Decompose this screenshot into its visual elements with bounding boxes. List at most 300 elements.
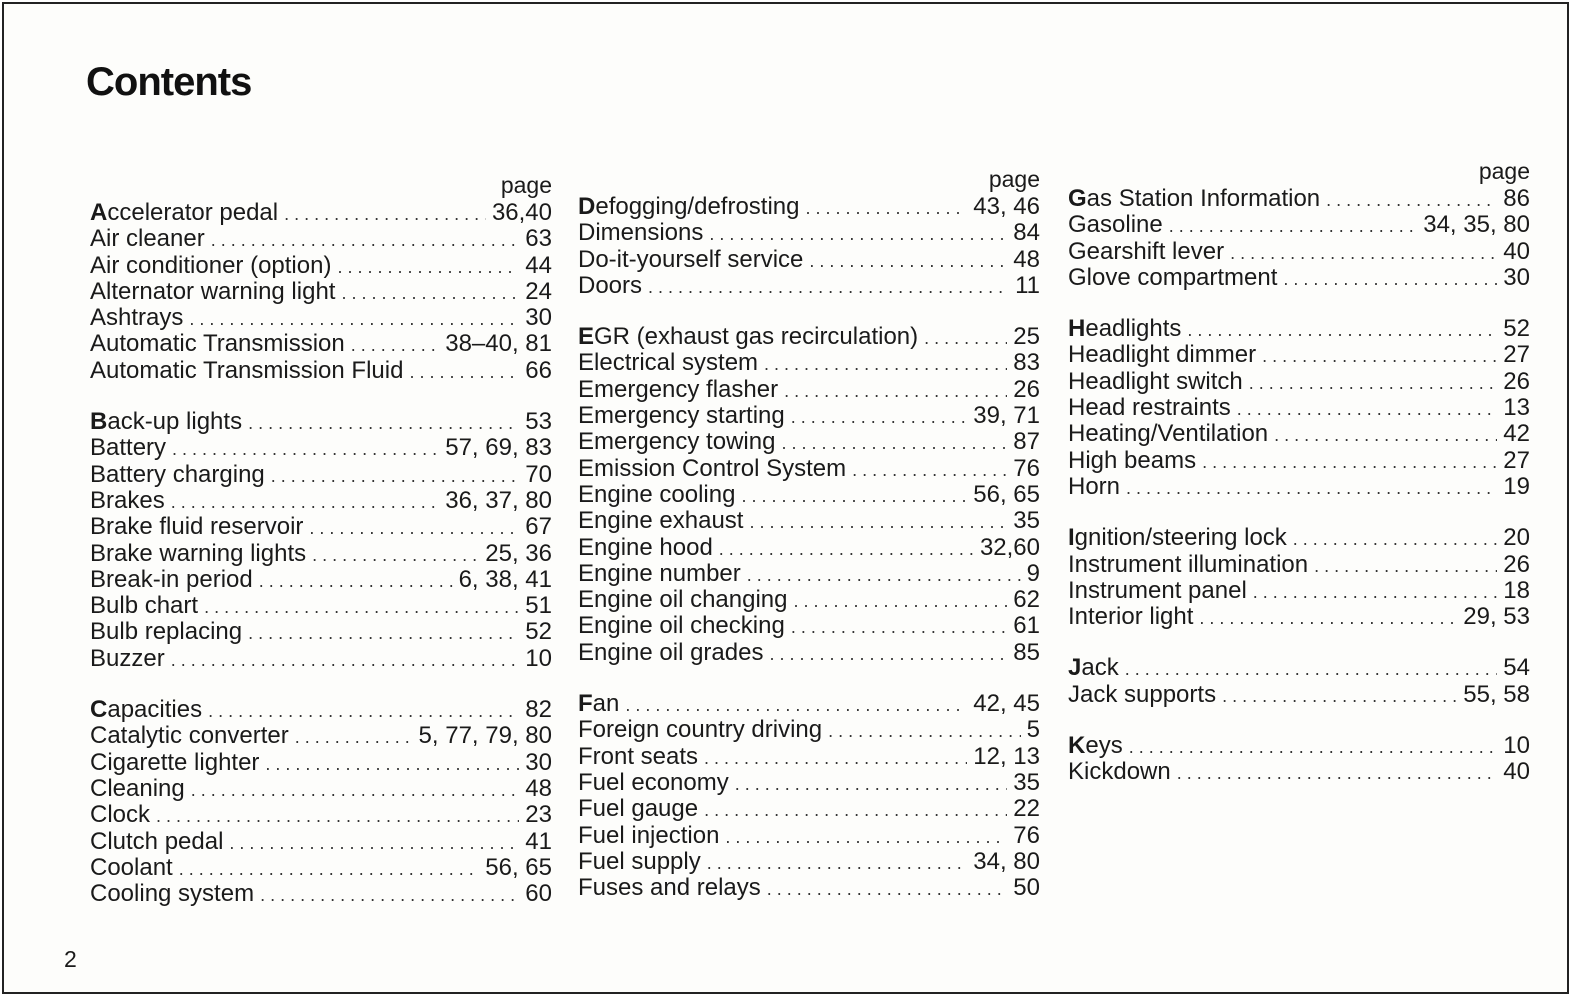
dot-leader: [1125, 656, 1498, 682]
dot-leader: [1237, 396, 1498, 422]
index-entry: [578, 403, 1040, 429]
entry-text: Cooling system: [90, 880, 255, 908]
index-entry: [1068, 552, 1530, 578]
index-group: [90, 200, 552, 384]
entry-text: Fuel economy: [578, 768, 729, 796]
dot-leader: [749, 509, 1007, 535]
entry-text: Air cleaner: [90, 225, 205, 253]
index-group: [1068, 186, 1530, 291]
index-group: [1068, 525, 1530, 630]
entry-text: High beams: [1068, 446, 1197, 474]
entry-text: Fuel supply: [578, 847, 701, 875]
entry-label: [1068, 578, 1247, 604]
index-entry: [1068, 578, 1530, 604]
entry-text: gnition/steering lock: [1074, 524, 1287, 552]
dot-leader: [769, 641, 1007, 667]
entry-label: [578, 350, 758, 376]
dot-leader: [725, 824, 1007, 850]
index-group: [1068, 655, 1530, 708]
index-entry: [578, 535, 1040, 561]
entry-label: [90, 279, 335, 305]
index-group: [578, 691, 1040, 901]
entry-page-numbers: 84: [1013, 219, 1040, 247]
group-spacer: [1068, 291, 1530, 316]
index-entry: [1068, 395, 1530, 421]
entry-text: Alternator warning light: [90, 277, 336, 305]
dot-leader: [409, 359, 519, 385]
entry-text: Coolant: [90, 853, 173, 881]
index-entry: [90, 514, 552, 540]
dot-leader: [924, 325, 1007, 351]
index-entry: [578, 456, 1040, 482]
dot-leader: [259, 568, 453, 594]
entry-page-numbers: 86: [1503, 185, 1530, 212]
entry-label: [578, 247, 803, 273]
entry-page-numbers: 41: [525, 827, 552, 855]
entry-text: Engine oil grades: [578, 638, 764, 666]
entry-label: [1068, 316, 1181, 342]
page-column-header: page: [1478, 158, 1530, 184]
dot-leader: [648, 274, 1009, 300]
entry-text: Instrument illumination: [1068, 550, 1309, 578]
entry-initial-letter: H: [1068, 315, 1086, 343]
entry-label: [578, 561, 741, 587]
entry-text: Ashtrays: [90, 304, 184, 332]
dot-leader: [1253, 579, 1498, 605]
dot-leader: [794, 588, 1008, 614]
group-spacer: [90, 384, 552, 409]
entry-text: eys: [1085, 732, 1123, 760]
entry-text: Fuel injection: [578, 821, 720, 849]
dot-leader: [1249, 370, 1498, 396]
entry-text: Engine oil checking: [578, 612, 785, 640]
entry-page-numbers: 29, 53: [1463, 603, 1530, 631]
entry-text: ack: [1081, 654, 1119, 682]
dot-leader: [208, 698, 519, 724]
index-entry: [90, 646, 552, 672]
index-entry: [1068, 604, 1530, 630]
entry-text: Engine oil changing: [578, 586, 788, 614]
dot-leader: [337, 254, 519, 280]
dot-leader: [156, 803, 519, 829]
entry-text: Engine exhaust: [578, 507, 744, 535]
index-entry: [1068, 212, 1530, 238]
entry-page-numbers: 27: [1503, 446, 1530, 474]
index-entry: [578, 377, 1040, 403]
manual-page: [2, 2, 1569, 994]
dot-leader: [707, 850, 968, 876]
entry-label: [1068, 265, 1277, 291]
entry-label: [90, 358, 403, 384]
entry-page-numbers: 11: [1015, 271, 1040, 299]
dot-leader: [809, 248, 1007, 274]
entry-page-numbers: 6, 38, 41: [458, 565, 552, 593]
entry-label: [90, 253, 331, 279]
entry-label: [1068, 759, 1171, 785]
entry-label: [90, 514, 303, 540]
index-entry: [90, 331, 552, 357]
entry-page-numbers: 42: [1503, 420, 1530, 448]
index-column-1: [90, 170, 552, 907]
entry-page-numbers: 56, 65: [485, 853, 552, 881]
entry-text: Fuel gauge: [578, 795, 699, 823]
entry-text: eadlights: [1085, 315, 1182, 343]
index-group: [578, 194, 1040, 299]
entry-page-numbers: 35: [1013, 507, 1040, 535]
dot-leader: [852, 457, 1007, 483]
entry-label: [1068, 682, 1216, 708]
entry-page-numbers: 12, 13: [973, 742, 1040, 770]
dot-leader: [211, 227, 520, 253]
dot-leader: [764, 351, 1007, 377]
index-entry: [1068, 682, 1530, 708]
entry-page-numbers: 9: [1026, 559, 1040, 587]
entry-page-numbers: 22: [1013, 795, 1040, 823]
index-entry: [578, 691, 1040, 717]
entry-page-numbers: 36, 37, 80: [445, 486, 552, 514]
index-entry: [90, 802, 552, 828]
entry-text: Battery: [90, 434, 167, 462]
entry-label: [90, 750, 259, 776]
entry-page-numbers: 26: [1503, 550, 1530, 578]
index-group: [90, 409, 552, 672]
entry-page-numbers: 56, 65: [973, 480, 1040, 508]
dot-leader: [1262, 343, 1497, 369]
entry-page-numbers: 83: [1013, 349, 1040, 377]
entry-label: [1068, 655, 1119, 681]
entry-text: Cigarette lighter: [90, 748, 260, 776]
index-entry: [90, 619, 552, 645]
index-entry: [90, 305, 552, 331]
entry-text: Engine cooling: [578, 480, 736, 508]
index-group: [1068, 733, 1530, 786]
entry-label: [578, 640, 763, 666]
index-entry: [1068, 316, 1530, 342]
entry-page-numbers: 24: [525, 277, 552, 305]
entry-initial-letter: J: [1068, 654, 1082, 682]
entry-text: Gasoline: [1068, 211, 1163, 239]
index-entry: [90, 697, 552, 723]
index-group: [90, 697, 552, 907]
index-entry: [578, 482, 1040, 508]
index-groups: [90, 200, 552, 907]
entry-page-numbers: 60: [525, 880, 552, 908]
dot-leader: [351, 332, 439, 358]
entry-text: efogging/defrosting: [595, 193, 800, 220]
dot-leader: [260, 882, 519, 908]
entry-page-numbers: 54: [1503, 654, 1530, 682]
entry-text: Do-it-yourself service: [578, 245, 804, 273]
entry-page-numbers: 70: [525, 460, 552, 488]
entry-page-numbers: 25: [1013, 323, 1040, 351]
entry-text: Buzzer: [90, 644, 165, 672]
entry-text: Clock: [90, 801, 151, 829]
entry-label: [1068, 604, 1193, 630]
entry-page-numbers: 43, 46: [973, 193, 1040, 220]
entry-label: [90, 567, 253, 593]
dot-leader: [1326, 187, 1497, 213]
dot-leader: [704, 797, 1007, 823]
entry-text: Emergency towing: [578, 428, 776, 456]
entry-label: [90, 593, 198, 619]
dot-leader: [1314, 553, 1497, 579]
entry-page-numbers: 27: [1503, 341, 1530, 369]
entry-page-numbers: 50: [1013, 874, 1040, 902]
entry-page-numbers: 23: [525, 801, 552, 829]
dot-leader: [791, 614, 1007, 640]
index-entry: [1068, 733, 1530, 759]
entry-page-numbers: 35: [1013, 768, 1040, 796]
entry-label: [90, 723, 289, 749]
entry-label: [1068, 369, 1243, 395]
dot-leader: [709, 221, 1007, 247]
dot-leader: [189, 306, 519, 332]
index-entry: [578, 247, 1040, 273]
entry-label: [1068, 239, 1224, 265]
entry-label: [1068, 525, 1287, 551]
index-entry: [90, 776, 552, 802]
entry-label: [1068, 552, 1308, 578]
entry-page-numbers: 53: [525, 408, 552, 436]
index-groups: [578, 194, 1040, 901]
dot-leader: [735, 771, 1008, 797]
entry-text: apacities: [107, 696, 203, 724]
entry-text: Kickdown: [1068, 758, 1171, 786]
entry-text: Gearshift lever: [1068, 237, 1225, 265]
index-entry: [578, 194, 1040, 220]
dot-leader: [704, 745, 967, 771]
entry-page-numbers: 13: [1503, 394, 1530, 422]
entry-initial-letter: A: [90, 199, 108, 226]
entry-text: Brake fluid reservoir: [90, 513, 304, 541]
entry-page-numbers: 87: [1013, 428, 1040, 456]
entry-text: Emission Control System: [578, 454, 847, 482]
entry-text: Headlight dimmer: [1068, 341, 1257, 369]
entry-page-numbers: 18: [1503, 576, 1530, 604]
entry-label: [90, 409, 242, 435]
dot-leader: [1293, 526, 1498, 552]
entry-label: [1068, 733, 1123, 759]
dot-leader: [1187, 317, 1497, 343]
entry-label: [578, 429, 775, 455]
index-column-3: [1068, 156, 1530, 786]
dot-leader: [229, 830, 519, 856]
dot-leader: [1274, 422, 1497, 448]
dot-leader: [172, 436, 439, 462]
entry-page-numbers: 48: [1013, 245, 1040, 273]
entry-text: Air conditioner (option): [90, 251, 332, 279]
index-entry: [578, 849, 1040, 875]
entry-label: [578, 377, 778, 403]
entry-label: [1068, 342, 1256, 368]
entry-label: [578, 508, 743, 534]
entry-text: Doors: [578, 271, 643, 299]
entry-label: [578, 587, 788, 613]
group-spacer: [578, 666, 1040, 691]
entry-label: [578, 273, 642, 299]
index-entry: [578, 273, 1040, 299]
entry-label: [578, 691, 619, 717]
entry-page-numbers: 66: [525, 356, 552, 384]
dot-leader: [625, 692, 967, 718]
entry-text: Automatic Transmission Fluid: [90, 356, 404, 384]
entry-page-numbers: 39, 71: [973, 402, 1040, 430]
index-group: [578, 324, 1040, 666]
index-entry: [90, 567, 552, 593]
index-entry: [90, 488, 552, 514]
index-entry: [90, 279, 552, 305]
index-entry: [1068, 655, 1530, 681]
page-column-header: page: [500, 172, 552, 198]
dot-leader: [248, 620, 519, 646]
dot-leader: [248, 410, 519, 436]
index-entry: [578, 875, 1040, 901]
dot-leader: [1199, 605, 1457, 631]
entry-text: Break-in period: [90, 565, 253, 593]
group-spacer: [578, 299, 1040, 324]
dot-leader: [747, 562, 1021, 588]
entry-label: [90, 829, 223, 855]
index-entry: [578, 561, 1040, 587]
entry-label: [578, 194, 800, 220]
index-entry: [578, 823, 1040, 849]
entry-page-numbers: 52: [525, 618, 552, 646]
dot-leader: [791, 404, 968, 430]
entry-label: [90, 776, 185, 802]
entry-initial-letter: E: [578, 323, 595, 351]
entry-page-numbers: 20: [1503, 524, 1530, 552]
page-number: 2: [64, 946, 77, 972]
entry-label: [1068, 186, 1320, 212]
entry-initial-letter: I: [1068, 524, 1075, 552]
index-entry: [1068, 759, 1530, 785]
group-spacer: [90, 672, 552, 697]
entry-text: Jack supports: [1068, 680, 1217, 708]
dot-leader: [204, 594, 519, 620]
dot-leader: [767, 876, 1008, 902]
dot-leader: [295, 724, 413, 750]
entry-text: Automatic Transmission: [90, 330, 345, 358]
index-entry: [1068, 265, 1530, 291]
entry-text: Fuses and relays: [578, 874, 761, 902]
index-entry: [90, 855, 552, 881]
index-entry: [90, 723, 552, 749]
entry-label: [1068, 448, 1196, 474]
entry-text: as Station Information: [1086, 185, 1321, 212]
entry-label: [1068, 212, 1163, 238]
index-entry: [1068, 421, 1530, 447]
entry-page-numbers: 85: [1013, 638, 1040, 666]
index-entry: [90, 881, 552, 907]
entry-label: [578, 770, 729, 796]
entry-text: ack-up lights: [107, 408, 243, 436]
entry-text: Heating/Ventilation: [1068, 420, 1269, 448]
index-column-2: [578, 164, 1040, 901]
entry-label: [90, 855, 173, 881]
entry-page-numbers: 19: [1503, 472, 1530, 500]
entry-page-numbers: 34, 80: [973, 847, 1040, 875]
entry-text: Head restraints: [1068, 394, 1231, 422]
index-entry: [578, 640, 1040, 666]
index-entry: [578, 770, 1040, 796]
entry-label: [90, 435, 166, 461]
group-spacer: [1068, 708, 1530, 733]
entry-label: [578, 823, 719, 849]
index-entry: [90, 253, 552, 279]
entry-initial-letter: K: [1068, 732, 1086, 760]
entry-label: [90, 802, 150, 828]
entry-text: Glove compartment: [1068, 263, 1278, 291]
entry-text: Foreign country driving: [578, 716, 823, 744]
entry-page-numbers: 26: [1013, 375, 1040, 403]
entry-label: [90, 305, 183, 331]
index-entry: [578, 350, 1040, 376]
entry-label: [90, 200, 278, 226]
dot-leader: [265, 751, 519, 777]
entry-label: [1068, 474, 1120, 500]
entry-initial-letter: D: [578, 193, 596, 220]
dot-leader: [179, 856, 480, 882]
entry-label: [1068, 421, 1268, 447]
index-entry: [578, 324, 1040, 350]
entry-text: Emergency starting: [578, 402, 785, 430]
entry-initial-letter: B: [90, 408, 108, 436]
dot-leader: [1169, 213, 1418, 239]
index-entry: [578, 613, 1040, 639]
entry-label: [90, 488, 165, 514]
dot-leader: [341, 280, 519, 306]
page-title: Contents: [86, 60, 252, 104]
entry-page-numbers: 48: [525, 774, 552, 802]
index-entry: [90, 593, 552, 619]
entry-page-numbers: 38–40, 81: [445, 330, 552, 358]
entry-page-numbers: 51: [525, 592, 552, 620]
entry-label: [90, 697, 202, 723]
index-entry: [578, 587, 1040, 613]
index-entry: [90, 409, 552, 435]
entry-page-numbers: 30: [525, 748, 552, 776]
group-spacer: [1068, 500, 1530, 525]
dot-leader: [171, 489, 440, 515]
dot-leader: [1202, 449, 1497, 475]
index-groups: [1068, 186, 1530, 786]
entry-page-numbers: 63: [525, 225, 552, 253]
entry-label: [578, 875, 761, 901]
dot-leader: [312, 542, 479, 568]
index-entry: [578, 429, 1040, 455]
index-group: [1068, 316, 1530, 500]
entry-page-numbers: 76: [1013, 821, 1040, 849]
entry-page-numbers: 36,40: [491, 199, 552, 226]
entry-text: Interior light: [1068, 603, 1194, 631]
entry-label: [90, 881, 254, 907]
entry-initial-letter: F: [578, 690, 593, 718]
entry-page-numbers: 26: [1503, 367, 1530, 395]
dot-leader: [191, 777, 520, 803]
entry-page-numbers: 40: [1503, 237, 1530, 265]
group-spacer: [1068, 630, 1530, 655]
entry-text: Bulb replacing: [90, 618, 243, 646]
entry-page-numbers: 44: [525, 251, 552, 279]
entry-text: Emergency flasher: [578, 375, 779, 403]
dot-leader: [1222, 683, 1457, 709]
index-entry: [90, 226, 552, 252]
dot-leader: [1129, 734, 1498, 760]
dot-leader: [1126, 475, 1497, 501]
dot-leader: [171, 647, 520, 673]
entry-text: Bulb chart: [90, 592, 199, 620]
entry-page-numbers: 30: [525, 304, 552, 332]
